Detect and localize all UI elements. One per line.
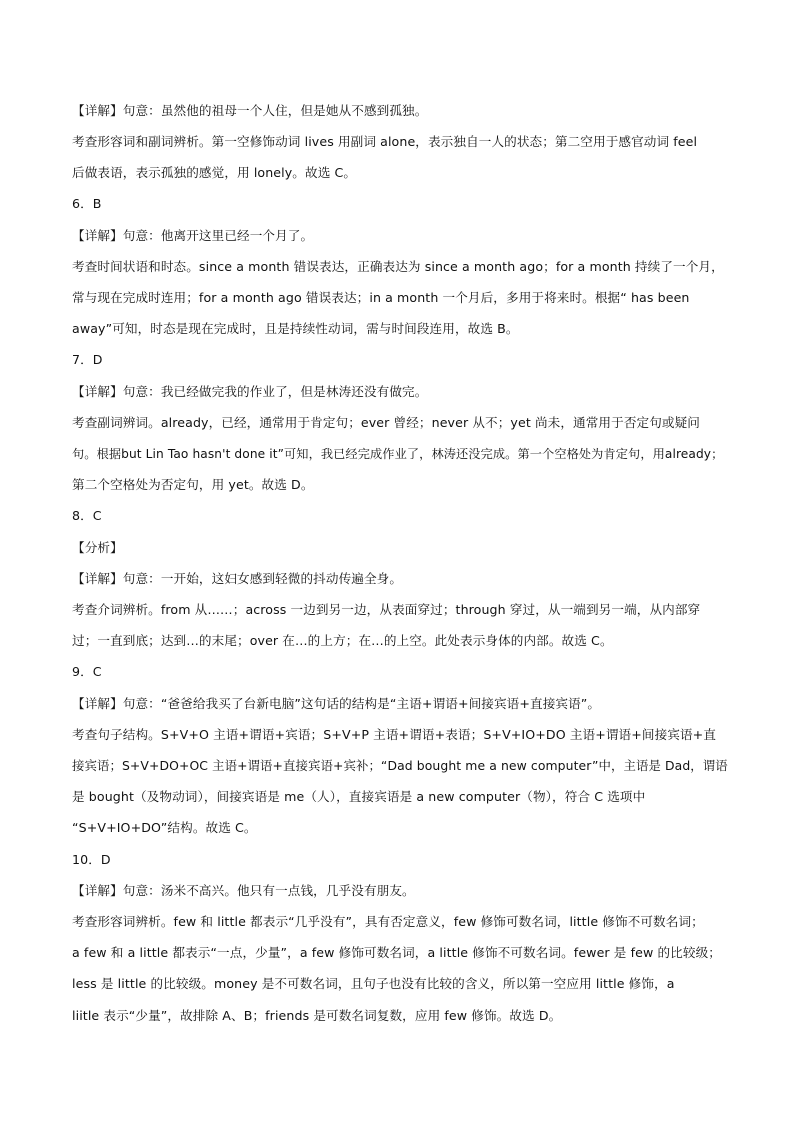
text-line: 考查形容词和副词辨析。第一空修饰动词 lives 用副词 alone，表示独自一人的状态；第二空用于感官动词 feel — [72, 134, 698, 149]
text-line: 考查形容词辨析。few 和 little 都表示“几乎没有”，具有否定意义，few 修饰可数名词，little 修饰不可数名词； — [72, 914, 704, 929]
text-line: 考查时间状语和时态。since a month 错误表达，正确表达为 since a month ago；for a month 持续了一个月， — [72, 259, 724, 274]
text-line: 【详解】句意：“爸爸给我买了台新电脑”这句话的结构是“主语+谓语+间接宾语+直接宾语”。 — [72, 696, 601, 711]
question-number: 7．D — [72, 352, 103, 367]
question-number: 10．D — [72, 852, 111, 867]
text-line: 常与现在完成时连用；for a month ago 错误表达；in a month 一个月后，多用于将来时。根据“ has been — [72, 290, 690, 305]
text-line: 【详解】句意：我已经做完我的作业了，但是林涛还没有做完。 — [72, 384, 428, 399]
text-line: 【详解】句意：汤米不高兴。他只有一点钱，几乎没有朋友。 — [72, 883, 415, 898]
text-line: 是 bought（及物动词），间接宾语是 me（人），直接宾语是 a new computer（物），符合 C 选项中 — [72, 789, 646, 804]
text-line: 【详解】句意：一开始，这妇女感到轻微的抖动传遍全身。 — [72, 571, 403, 586]
text-line: 考查介词辨析。from 从……；across 一边到另一边，从表面穿过；through 穿过，从一端到另一端，从内部穿 — [72, 602, 701, 617]
section-tag: 【分析】 — [72, 540, 123, 555]
text-line: a few 和 a little 都表示“一点，少量”，a few 修饰可数名词，a little 修饰不可数名词。fewer 是 few 的比较级； — [72, 945, 721, 960]
text-line: liitle 表示“少量”，故排除 A、B；friends 是可数名词复数，应用 few 修饰。故选 D。 — [72, 1008, 562, 1023]
text-line: 句。根据but Lin Tao hasn't done it”可知，我已经完成作业了，林涛还没完成。第一个空格处为肯定句，用already； — [72, 447, 724, 461]
text-line: 接宾语；S+V+DO+OC 主语+谓语+直接宾语+宾补；“Dad bought me a new computer”中，主语是 Dad，谓语 — [72, 758, 728, 773]
text-line: 后做表语，表示孤独的感觉，用 lonely。故选 C。 — [72, 165, 357, 180]
question-number: 9．C — [72, 664, 102, 679]
text-line: 考查句子结构。S+V+O 主语+谓语+宾语；S+V+P 主语+谓语+表语；S+V+IO+DO 主语+谓语+间接宾语+直 — [72, 727, 717, 742]
text-line: 【详解】句意：他离开这里已经一个月了。 — [72, 228, 314, 243]
text-line: 考查副词辨词。already，已经，通常用于肯定句；ever 曾经；never 从不；yet 尚未，通常用于否定句或疑问 — [72, 415, 700, 430]
question-number: 8．C — [72, 508, 102, 523]
text-line: 第二个空格处为否定句，用 yet。故选 D。 — [72, 477, 314, 492]
text-line: “S+V+IO+DO”结构。故选 C。 — [72, 820, 257, 835]
question-number: 6．B — [72, 196, 102, 211]
text-line: 过；一直到底；达到…的末尾；over 在…的上方；在…的上空。此处表示身体的内部。故选 C。 — [72, 633, 613, 648]
text-line: 【详解】句意：虽然他的祖母一个人住，但是她从不感到孤独。 — [72, 103, 428, 118]
text-line: away”可知，时态是现在完成时，且是持续性动词，需与时间段连用，故选 B。 — [72, 321, 519, 336]
text-line: less 是 little 的比较级。money 是不可数名词，且句子也没有比较的含义，所以第一空应用 little 修饰，a — [72, 976, 675, 991]
